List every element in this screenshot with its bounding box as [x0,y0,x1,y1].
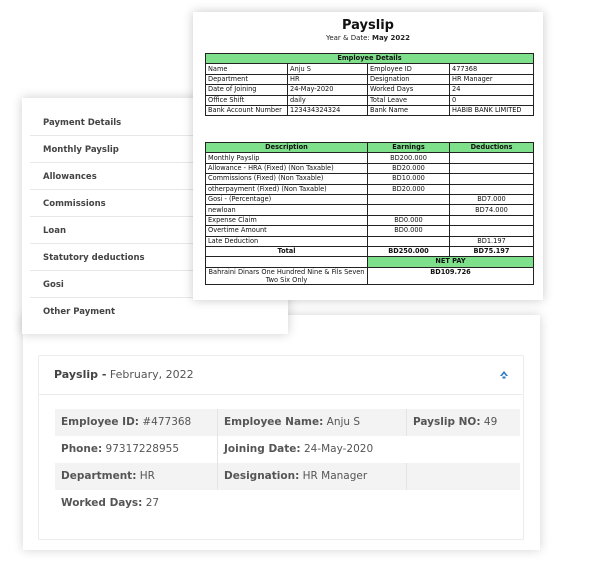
menu-item-payment-details[interactable]: Payment Details [30,110,280,136]
net-pay-header-row: NET PAY [206,257,534,267]
menu-item-allowances[interactable]: Allowances [30,164,280,190]
payslip-panel-header[interactable] [39,356,523,395]
menu-item-other-payment[interactable]: Other Payment [43,307,116,317]
details-row [55,490,520,517]
col-header-deductions: Deductions [450,143,534,153]
phone-field: Phone: 97317228955 [61,443,180,455]
payslip-title-label: Payslip - [54,368,107,381]
total-row: Total BD250.000 BD75.197 [206,246,534,256]
table-row: otherpayment (Fixed) (Non Taxable) BD20.000 [206,184,534,194]
payslip-title-date: February, 2022 [109,368,194,381]
employee-id-field: Employee ID: #477368 [61,416,192,428]
col-header-earnings: Earnings [368,143,450,153]
menu-item-loan[interactable]: Loan [30,218,280,244]
net-pay-row: Bahraini Dinars One Hundred Nine & Fils Seven Two Six Only BD109.726 [206,267,534,284]
joining-date-field: Joining Date: 24-May-2020 [224,443,374,455]
table-row: newloan BD74.000 [206,205,534,215]
table-row: Allowance - HRA (Fixed) (Non Taxable) BD20.000 [206,163,534,173]
details-row [55,409,520,436]
doc-year-date: Year & Date: May 2022 [325,34,411,42]
doc-title: Payslip [342,18,394,33]
employee-name-field: Employee Name: Anju S [224,416,361,428]
earnings-table [205,142,534,285]
chevron-up-icon[interactable] [499,369,509,379]
payslip-panel [38,355,524,540]
designation-field: Designation: HR Manager [224,470,368,482]
payslip-panel-title [54,368,194,381]
department-field: Department: HR [61,470,155,482]
details-row [55,463,520,490]
table-row: Department HR Designation HR Manager [206,74,534,84]
payslip-document [193,12,543,300]
table-row: Commissions (Fixed) (Non Taxable) BD10.000 [206,174,534,184]
table-row: Date of Joining 24-May-2020 Worked Days 24 [206,85,534,95]
menu-item-gosi[interactable]: Gosi [30,272,280,298]
employee-details-header: Employee Details [206,54,534,64]
table-row: Bank Account Number 123434324324 Bank Name HABIB BANK LIMITED [206,105,534,115]
table-row: Overtime Amount BD0.000 [206,226,534,236]
table-row: Office Shift daily Total Leave 0 [206,95,534,105]
table-row: Expense Claim BD0.000 [206,215,534,225]
payslip-no-field: Payslip NO: 49 [413,416,498,428]
menu-item-commissions[interactable]: Commissions [30,191,280,217]
table-row: Late Deduction BD1.197 [206,236,534,246]
payslip-details-card [23,315,540,550]
table-row: Name Anju S Employee ID 477368 [206,64,534,74]
menu-item-statutory-deductions[interactable]: Statutory deductions [30,245,280,271]
col-header-description: Description [206,143,368,153]
table-row: Gosi - (Percentage) BD7.000 [206,194,534,204]
table-row: Monthly Payslip BD200.000 [206,153,534,163]
details-row [55,436,520,463]
worked-days-field: Worked Days: 27 [61,497,160,509]
menu-item-monthly-payslip[interactable]: Monthly Payslip [30,137,280,163]
employee-details-table [205,53,534,116]
